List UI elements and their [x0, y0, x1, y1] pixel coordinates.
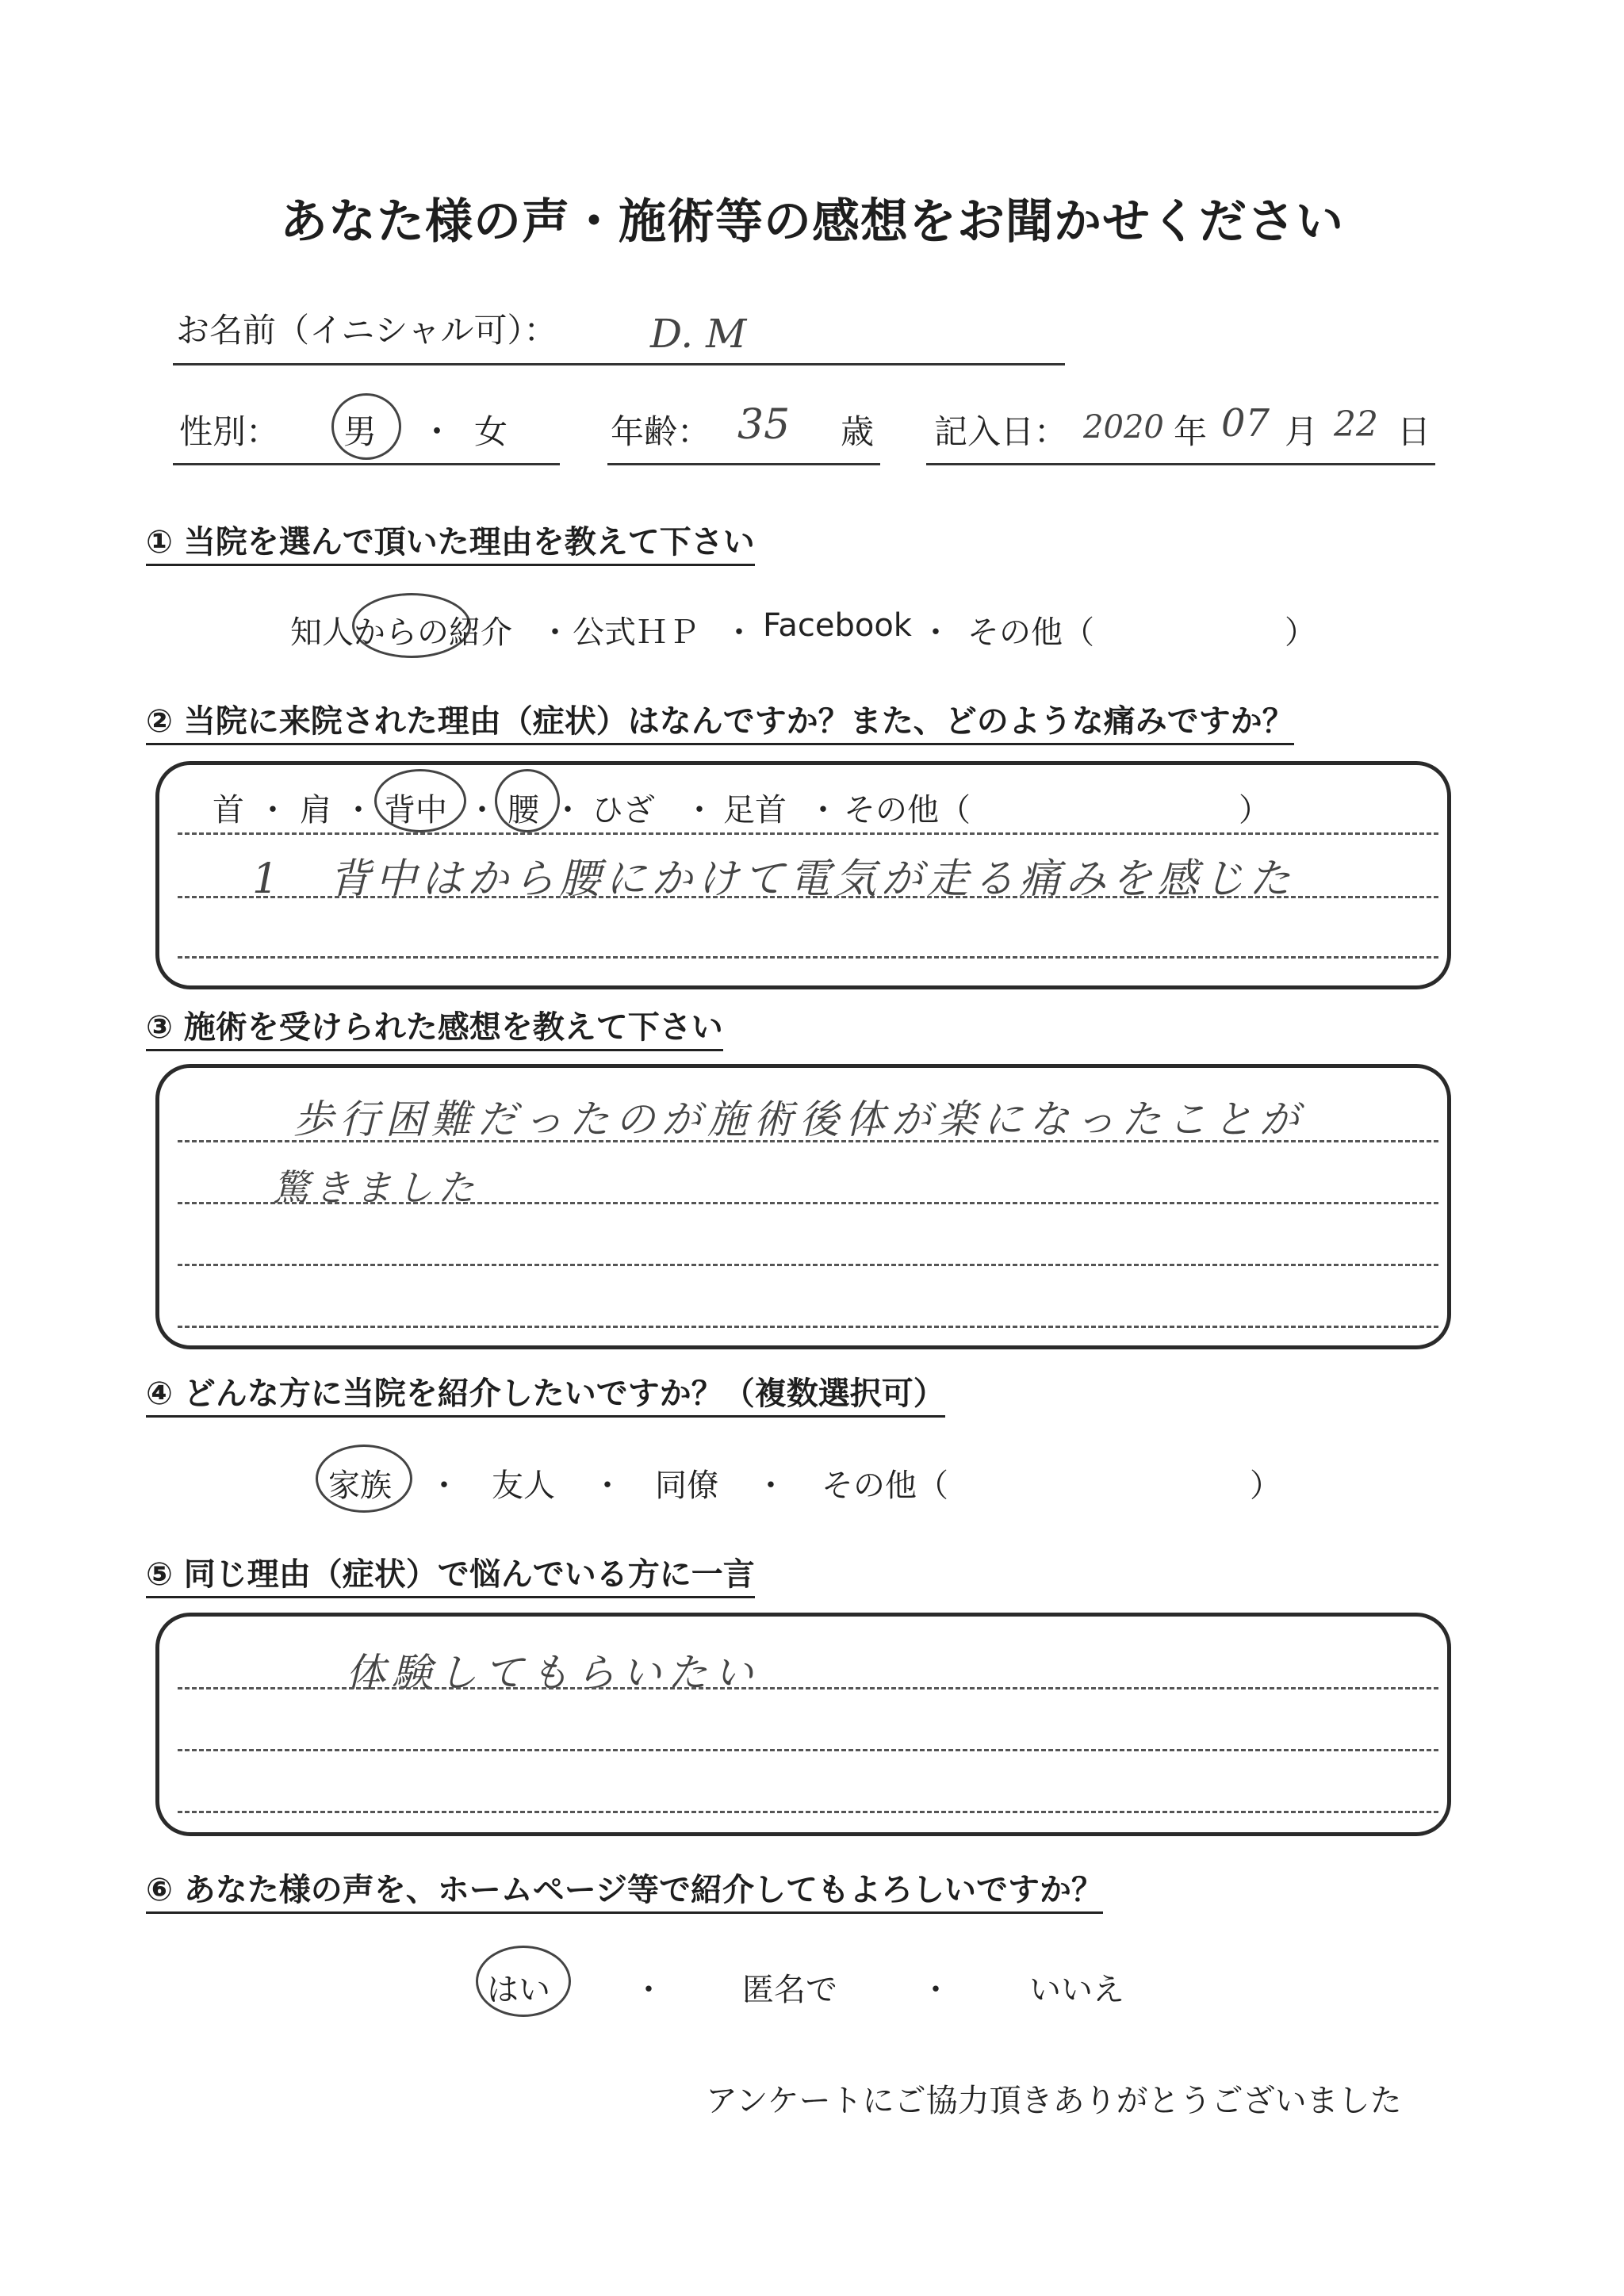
q2-option-knee[interactable]: ひざ [592, 792, 655, 828]
age-value[interactable]: 35 [737, 401, 791, 449]
q6-option-yes[interactable]: はい [487, 1972, 550, 2008]
name-label: お名前（イニシャル可）： [176, 311, 557, 350]
q2-dashed-line [178, 956, 1438, 959]
q3-dashed-line [178, 1140, 1438, 1142]
q1-option-other[interactable]: その他（ [967, 614, 1094, 651]
q6-option-anonymous[interactable]: 匿名で [742, 1972, 837, 2008]
age-underline [607, 463, 880, 465]
q3-answer-line-2[interactable]: 驚きました [273, 1166, 479, 1209]
q2-separator: ・ [684, 792, 715, 828]
q6-option-no[interactable]: いいえ [1029, 1972, 1124, 2008]
q4-heading: ④ どんな方に当院を紹介したいですか？（複数選択可） [146, 1375, 945, 1418]
q3-dashed-line [178, 1202, 1438, 1204]
q1-separator: ・ [920, 614, 952, 651]
q2-option-ankle[interactable]: 足首 [723, 792, 787, 828]
q2-option-neck[interactable]: 首 [213, 792, 244, 828]
q1-heading: ① 当院を選んで頂いた理由を教えて下さい [146, 523, 755, 566]
q2-answer-text[interactable]: 1 背中はから腰にかけて電気が走る痛みを感じた [252, 855, 1296, 903]
q5-answer-text[interactable]: 体験してもらいたい [346, 1650, 760, 1696]
gender-label: 性別： [179, 412, 280, 451]
q4-option-other[interactable]: その他（ [822, 1468, 948, 1504]
q3-answer-line-1[interactable]: 歩行困難だったのが施術後体が楽になったことが [293, 1096, 1305, 1142]
date-day-unit: 日 [1397, 412, 1431, 451]
q5-dashed-line [178, 1811, 1438, 1813]
date-year-unit: 年 [1174, 412, 1208, 451]
page-title: あなた様の声・施術等の感想をお聞かせください [280, 194, 1344, 250]
q6-separator: ・ [920, 1972, 952, 2008]
q2-separator: ・ [807, 792, 839, 828]
q2-option-lowerback[interactable]: 腰 [508, 792, 539, 828]
q3-heading: ③ 施術を受けられた感想を教えて下さい [146, 1008, 723, 1051]
q2-separator: ・ [343, 792, 374, 828]
q4-separator: ・ [428, 1468, 460, 1504]
q3-dashed-line [178, 1264, 1438, 1266]
gender-underline [173, 463, 560, 465]
footer-thanks: アンケートにご協力頂きありがとうございました [706, 2083, 1402, 2119]
q2-option-back[interactable]: 背中 [384, 792, 447, 828]
q5-heading: ⑤ 同じ理由（症状）で悩んでいる方に一言 [146, 1556, 755, 1598]
gender-option-male[interactable]: 男 [343, 412, 377, 451]
q1-option-website[interactable]: 公式ＨＰ [573, 614, 699, 651]
date-day[interactable]: 22 [1334, 404, 1378, 445]
q6-separator: ・ [633, 1972, 665, 2008]
q1-option-referral[interactable]: 知人からの紹介 [290, 614, 512, 651]
q1-separator: ・ [723, 614, 755, 651]
q2-separator: ・ [257, 792, 289, 828]
age-unit: 歳 [841, 412, 875, 451]
date-month-unit: 月 [1285, 412, 1319, 451]
q2-option-other[interactable]: その他（ [844, 792, 971, 828]
q2-dashed-line [178, 896, 1438, 898]
date-month[interactable]: 07 [1221, 401, 1270, 446]
q1-separator: ・ [539, 614, 571, 651]
q4-option-colleague[interactable]: 同僚 [655, 1468, 718, 1504]
q2-separator: ・ [552, 792, 584, 828]
q2-heading: ② 当院に来院された理由（症状）はなんですか？また、どのような痛みですか？ [146, 702, 1294, 745]
name-value[interactable]: D. M [650, 311, 747, 357]
q1-option-facebook[interactable]: Facebook [763, 607, 912, 644]
date-label: 記入日： [934, 412, 1068, 451]
q4-option-family[interactable]: 家族 [328, 1468, 392, 1504]
q3-dashed-line [178, 1326, 1438, 1328]
date-underline [926, 463, 1435, 465]
q2-dashed-line [178, 832, 1438, 835]
q6-heading: ⑥ あなた様の声を、ホームページ等で紹介してもよろしいですか？ [146, 1871, 1103, 1914]
q2-other-close: ） [1239, 792, 1270, 828]
q2-separator: ・ [466, 792, 498, 828]
name-underline [173, 363, 1065, 365]
q4-separator: ・ [592, 1468, 623, 1504]
q4-other-close: ） [1250, 1468, 1281, 1504]
date-year[interactable]: 2020 [1083, 409, 1164, 446]
q5-dashed-line [178, 1687, 1438, 1689]
q4-separator: ・ [755, 1468, 787, 1504]
q2-option-shoulder[interactable]: 肩 [300, 792, 331, 828]
age-label: 年齢： [611, 412, 711, 451]
q5-dashed-line [178, 1749, 1438, 1751]
q4-option-friend[interactable]: 友人 [492, 1468, 555, 1504]
q1-other-close: ） [1285, 614, 1316, 651]
gender-separator: ・ [420, 412, 454, 451]
gender-option-female[interactable]: 女 [474, 412, 508, 451]
